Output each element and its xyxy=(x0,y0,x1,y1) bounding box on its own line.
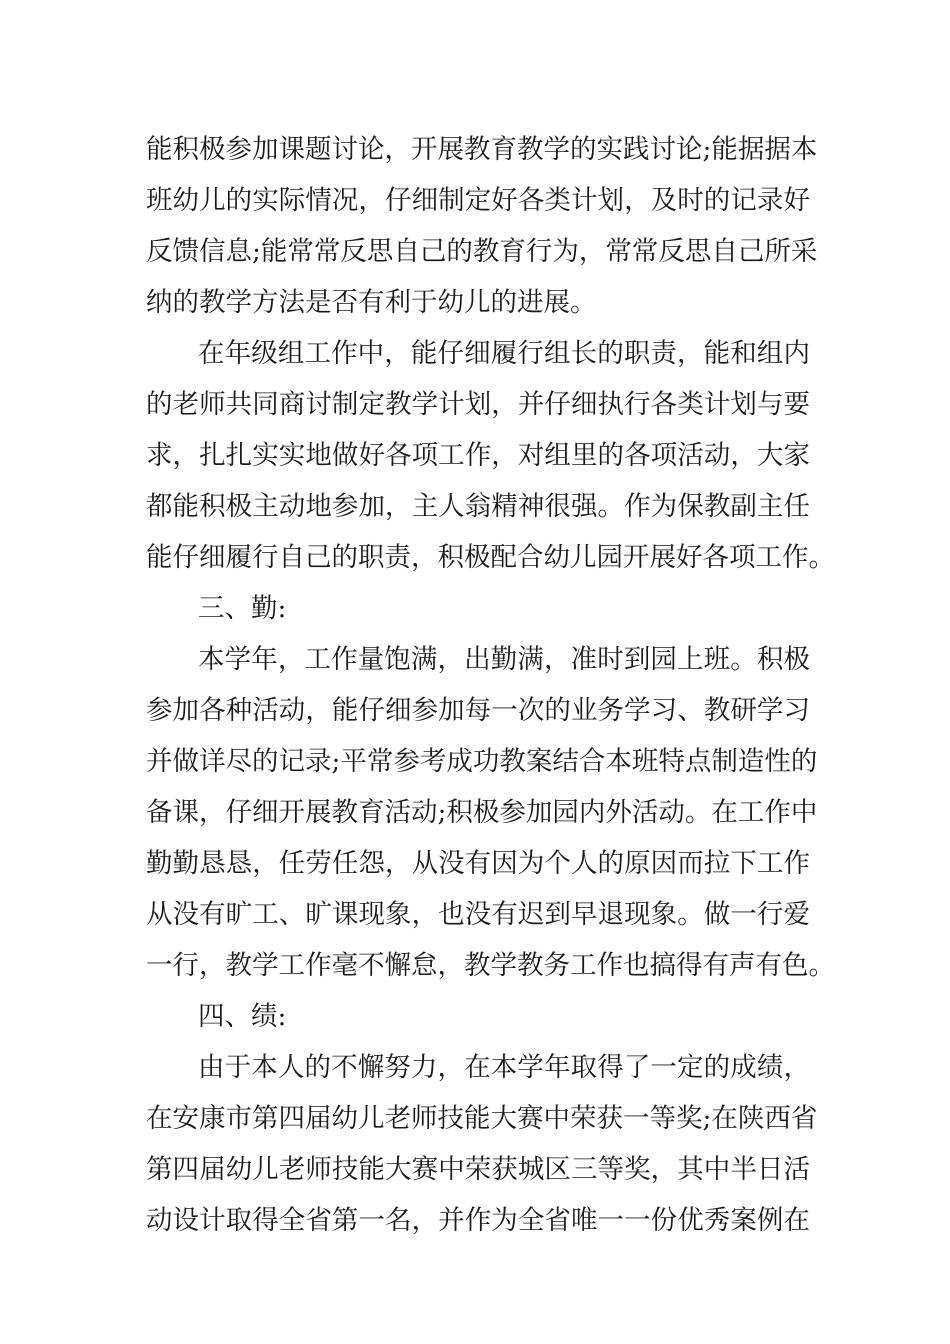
text-line: 能仔细履行自己的职责，积极配合幼儿园开展好各项工作。 xyxy=(146,542,835,573)
section-heading: 三、勤: xyxy=(198,593,287,624)
text-line: 从没有旷工、旷课现象，也没有迟到早退现象。做一行爱 xyxy=(146,899,810,930)
text-line: 本学年，工作量饱满，出勤满，准时到园上班。积极 xyxy=(198,644,810,675)
text-line: 在安康市第四届幼儿老师技能大赛中荣获一等奖;在陕西省 xyxy=(146,1103,818,1134)
text-line: 班幼儿的实际情况，仔细制定好各类计划，及时的记录好 xyxy=(146,185,810,216)
text-line: 反馈信息;能常常反思自己的教育行为，常常反思自己所采 xyxy=(146,236,818,267)
section-heading: 四、绩: xyxy=(198,1001,287,1032)
text-line: 动设计取得全省第一名，并作为全省唯一一份优秀案例在 xyxy=(146,1205,810,1236)
text-line: 纳的教学方法是否有利于幼儿的进展。 xyxy=(146,287,597,318)
document-body xyxy=(146,124,835,1246)
text-line: 都能积极主动地参加，主人翁精神很强。作为保教副主任 xyxy=(146,491,810,522)
text-line: 能积极参加课题讨论，开展教育教学的实践讨论;能据据本 xyxy=(146,134,818,165)
text-line: 第四届幼儿老师技能大赛中荣获城区三等奖，其中半日活 xyxy=(146,1154,810,1185)
text-line: 一行，教学工作毫不懈怠，教学教务工作也搞得有声有色。 xyxy=(146,950,835,981)
text-line: 参加各种活动，能仔细参加每一次的业务学习、教研学习 xyxy=(146,695,810,726)
text-line: 并做详尽的记录;平常参考成功教案结合本班特点制造性的 xyxy=(146,746,818,777)
text-line: 勤勤恳恳，任劳任怨，从没有因为个人的原因而拉下工作 xyxy=(146,848,810,879)
text-line: 的老师共同商讨制定教学计划，并仔细执行各类计划与要 xyxy=(146,389,810,420)
text-line: 由于本人的不懈努力，在本学年取得了一定的成绩， xyxy=(198,1052,810,1083)
text-line: 备课，仔细开展教育活动;积极参加园内外活动。在工作中 xyxy=(146,797,818,828)
text-line: 在年级组工作中，能仔细履行组长的职责，能和组内 xyxy=(198,338,810,369)
text-line: 求，扎扎实实地做好各项工作，对组里的各项活动，大家 xyxy=(146,440,810,471)
